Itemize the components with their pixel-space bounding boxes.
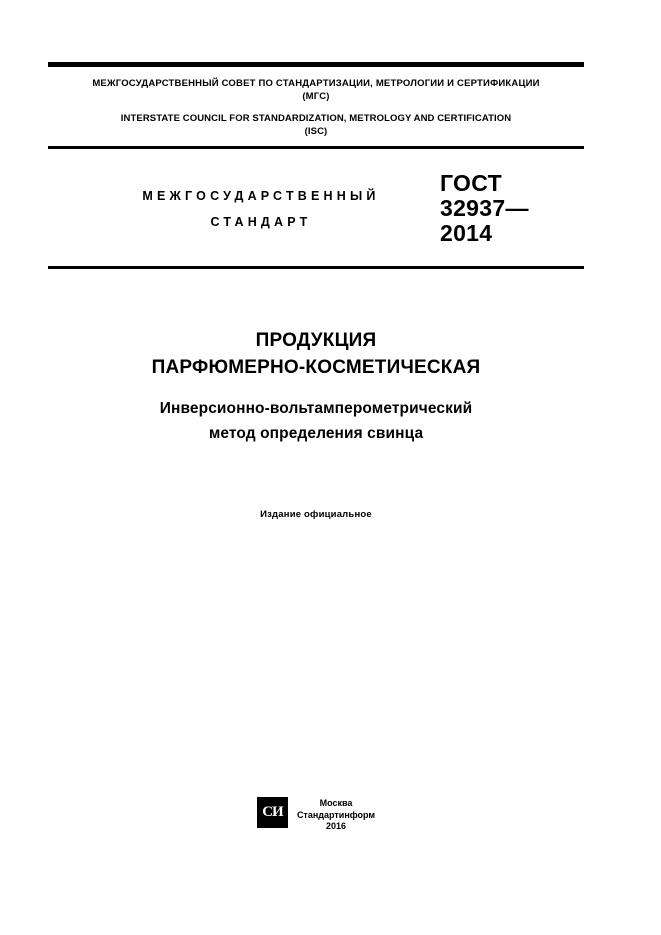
publisher-name: Стандартинформ xyxy=(296,809,376,820)
middle-lower-rule xyxy=(48,266,584,269)
publisher-city: Москва xyxy=(319,798,353,808)
standartinform-logo-icon: СИ xyxy=(257,797,288,828)
standard-label xyxy=(52,183,440,235)
edition-note: Издание официальное xyxy=(260,509,372,520)
gost-number-line2: 32937— xyxy=(440,195,529,221)
council-ru-line2: (МГС) xyxy=(302,91,330,102)
standard-label-line1: МЕЖГОСУДАРСТВЕННЫЙ xyxy=(142,188,380,203)
gost-number xyxy=(440,171,580,246)
standard-label-line2: СТАНДАРТ xyxy=(210,214,312,229)
gost-number-line3: 2014 xyxy=(440,220,493,246)
page-content xyxy=(48,0,584,935)
document-title xyxy=(48,327,584,446)
title-main-line2: ПАРФЮМЕРНО-КОСМЕТИЧЕСКАЯ xyxy=(151,357,481,378)
publisher-text xyxy=(297,795,375,833)
council-en-line1: INTERSTATE COUNCIL FOR STANDARDIZATION, METROLOGY AND CERTIFICATION xyxy=(120,113,512,124)
standard-identifier-band xyxy=(48,149,584,266)
title-sub-line1: Инверсионно-вольтамперометрический xyxy=(159,400,473,417)
title-main-line1: ПРОДУКЦИЯ xyxy=(255,330,377,351)
gost-number-line1: ГОСТ xyxy=(440,170,502,196)
publisher-block xyxy=(48,795,584,833)
council-ru-line1: МЕЖГОСУДАРСТВЕННЫЙ СОВЕТ ПО СТАНДАРТИЗАЦИИ, МЕТРОЛОГИИ И СЕРТИФИКАЦИИ xyxy=(92,78,540,89)
council-en-line2: (ISC) xyxy=(304,126,328,137)
title-sub-line2: метод определения свинца xyxy=(208,425,424,442)
council-header xyxy=(48,67,584,146)
publisher-year: 2016 xyxy=(325,821,347,831)
